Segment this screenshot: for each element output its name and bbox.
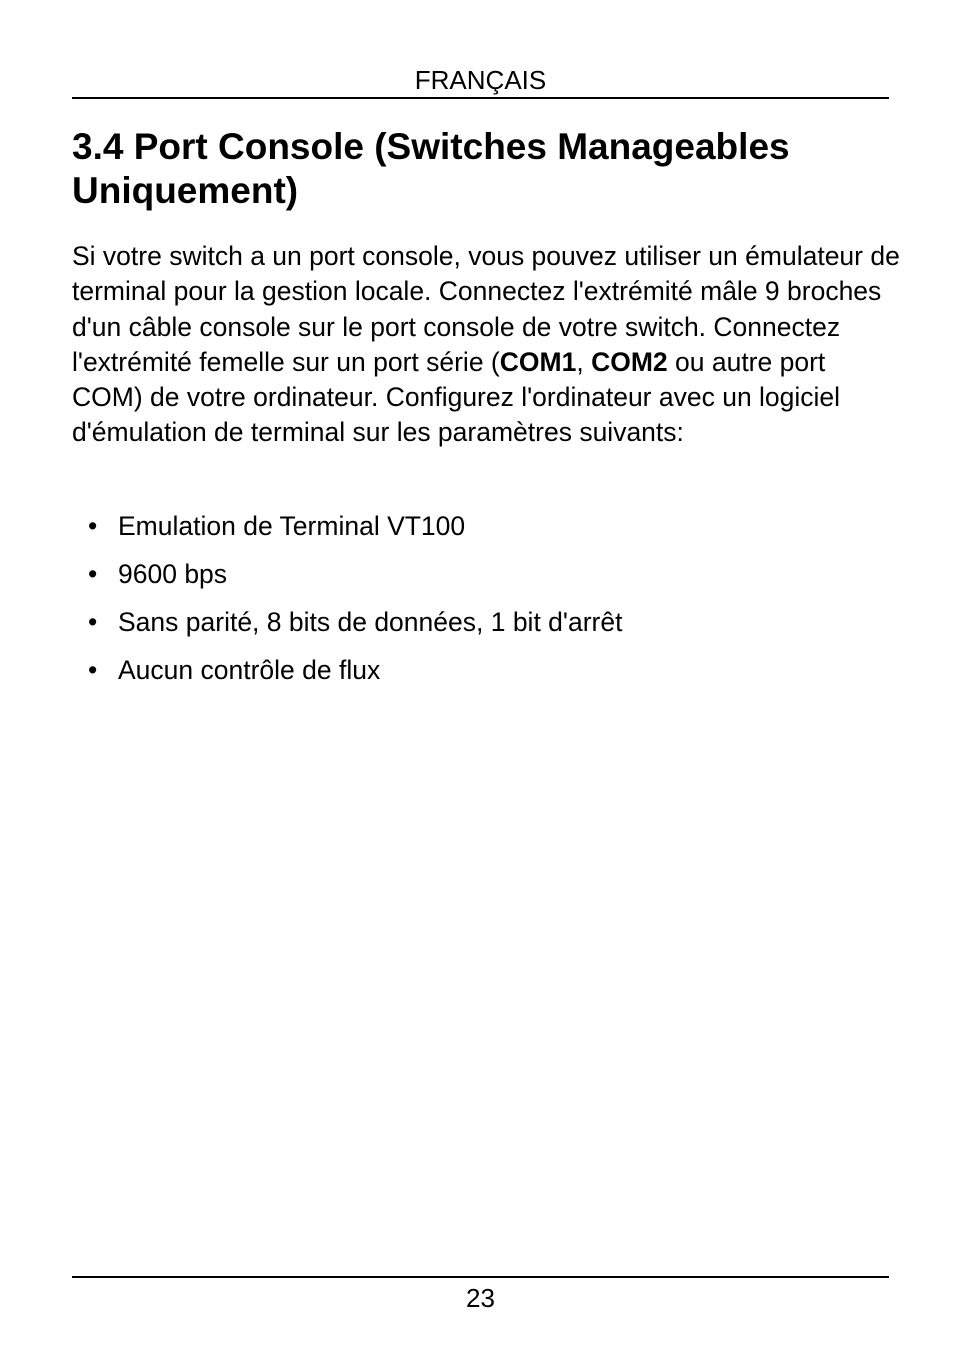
list-item-text: Emulation de Terminal VT100 xyxy=(118,511,466,541)
list-item-text: 9600 bps xyxy=(118,559,228,589)
section-title: 3.4 Port Console (Switches Manageables Uniquement) xyxy=(72,126,790,211)
page-number: 23 xyxy=(466,1283,495,1313)
settings-list xyxy=(72,507,622,699)
bullet-icon: • xyxy=(88,511,98,541)
paragraph-text-2: , xyxy=(576,346,592,377)
list-item xyxy=(72,507,622,545)
list-item-text: Aucun contrôle de flux xyxy=(118,655,381,685)
paragraph-text-1: Si votre switch a un port console, vous pouvez utiliser un émulateur de terminal pour la gestion locale. Connectez l'extrémité mâle 9 broches d'un câble console sur le port console de votre switch. Connectez l'extrémité femelle sur un port série ( xyxy=(72,241,900,377)
body-paragraph xyxy=(72,239,902,451)
bullet-icon: • xyxy=(88,559,98,589)
running-header-language: FRANÇAIS xyxy=(414,65,547,95)
bullet-icon: • xyxy=(88,607,98,637)
list-item xyxy=(72,651,622,689)
com2-bold: COM2 xyxy=(591,346,668,377)
list-item xyxy=(72,555,622,593)
bullet-icon: • xyxy=(88,655,98,685)
header-rule xyxy=(72,97,889,99)
list-item xyxy=(72,603,622,641)
footer-rule xyxy=(72,1276,889,1278)
com1-bold: COM1 xyxy=(499,346,577,377)
list-item-text: Sans parité, 8 bits de données, 1 bit d'arrêt xyxy=(118,607,623,637)
paragraph-text-3: ou autre port COM) de votre ordinateur. Configurez l'ordinateur avec un logiciel d'émulation de terminal sur les paramètres suivants: xyxy=(72,346,841,448)
